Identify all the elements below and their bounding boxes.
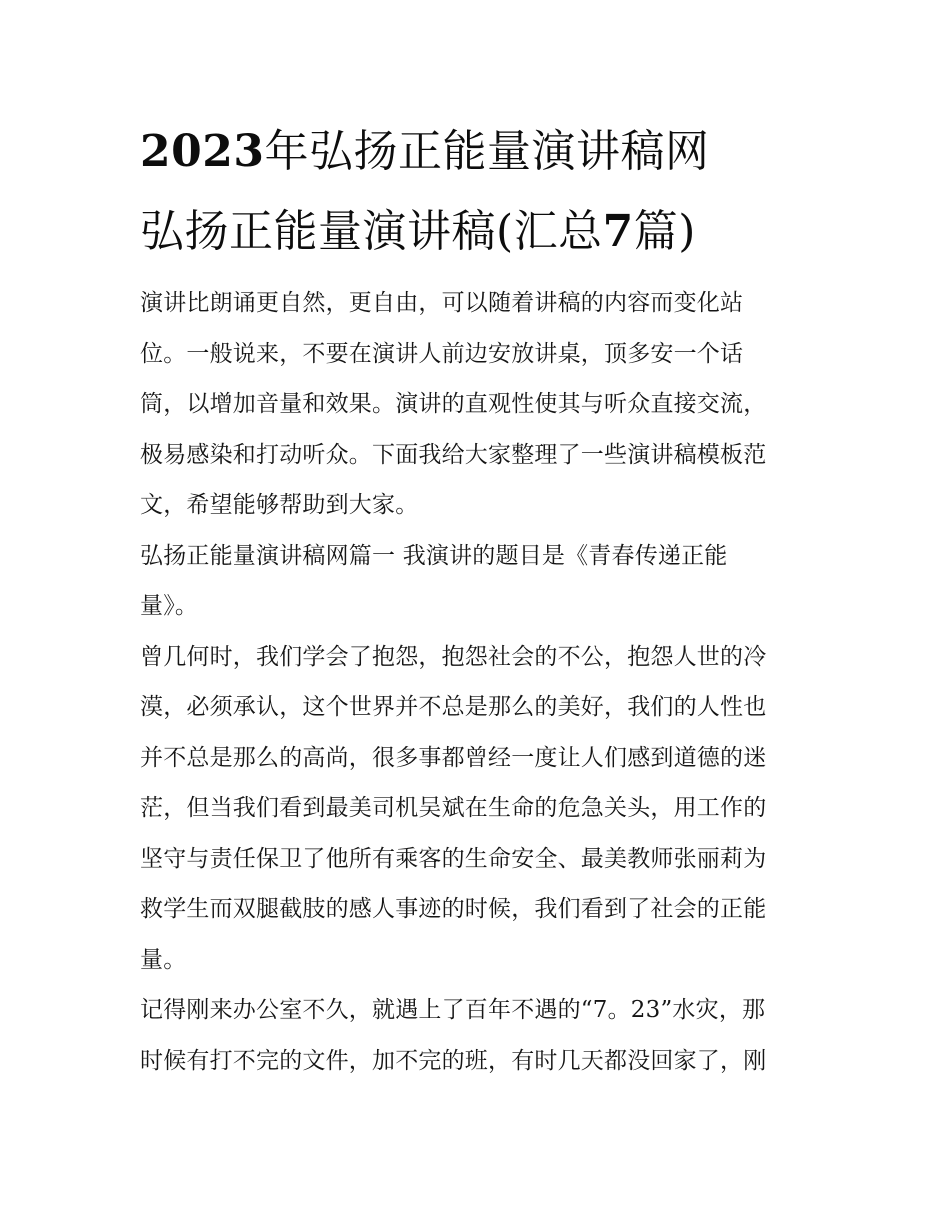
title-line-2 bbox=[140, 192, 820, 272]
body-paragraph bbox=[140, 985, 816, 1086]
text-line: 筒，以增加音量和效果。演讲的直观性使其与听众直接交流， bbox=[140, 391, 767, 417]
text-line: 极易感染和打动听众。下面我给大家整理了一些演讲稿模板范 bbox=[140, 441, 767, 468]
text-line: 位。一般说来，不要在演讲人前边安放讲桌，顶多安一个话 bbox=[140, 340, 744, 367]
title-line-2-text-b: 篇) bbox=[633, 206, 696, 257]
title-line-2-text-a: 弘扬正能量演讲稿(汇总 bbox=[140, 206, 603, 257]
text-line: 量。 bbox=[140, 946, 187, 973]
text-line: 曾几何时，我们学会了抱怨，抱怨社会的不公，抱怨人世的冷 bbox=[140, 643, 767, 670]
text-line: 弘扬正能量演讲稿网篇一 我演讲的题目是《青春传递正能 bbox=[140, 542, 728, 569]
title-line-1-text: 年弘扬正能量演讲稿网 bbox=[264, 126, 710, 177]
text-line: 坚守与责任保卫了他所有乘客的生命安全、最美教师张丽莉为 bbox=[140, 845, 767, 872]
text-line: 量》。 bbox=[140, 593, 199, 619]
intro-paragraph bbox=[140, 278, 816, 531]
text-line: 演讲比朗诵更自然，更自由，可以随着讲稿的内容而变化站 bbox=[140, 290, 744, 316]
body-paragraph bbox=[140, 632, 816, 986]
title-count: 7 bbox=[602, 206, 634, 257]
text-line: 救学生而双腿截肢的感人事迹的时候，我们看到了社会的正能 bbox=[140, 896, 767, 922]
text-line: 漠，必须承认，这个世界并不总是那么的美好，我们的人性也 bbox=[140, 694, 767, 720]
text-line: 茫，但当我们看到最美司机吴斌在生命的危急关头，用工作的 bbox=[140, 795, 767, 821]
text-line: 文，希望能够帮助到大家。 bbox=[140, 492, 419, 518]
title-line-1 bbox=[140, 112, 820, 192]
text-line: 并不总是那么的高尚，很多事都曾经一度让人们感到道德的迷 bbox=[140, 744, 767, 771]
text-line: 时候有打不完的文件，加不完的班，有时几天都没回家了，刚 bbox=[140, 1047, 767, 1074]
document-body bbox=[140, 278, 816, 1086]
title-year: 2023 bbox=[140, 126, 265, 177]
document-title bbox=[140, 112, 820, 272]
text-line: 记得刚来办公室不久，就遇上了百年不遇的“7。23”水灾，那 bbox=[140, 997, 766, 1023]
section-heading-paragraph bbox=[140, 531, 816, 632]
